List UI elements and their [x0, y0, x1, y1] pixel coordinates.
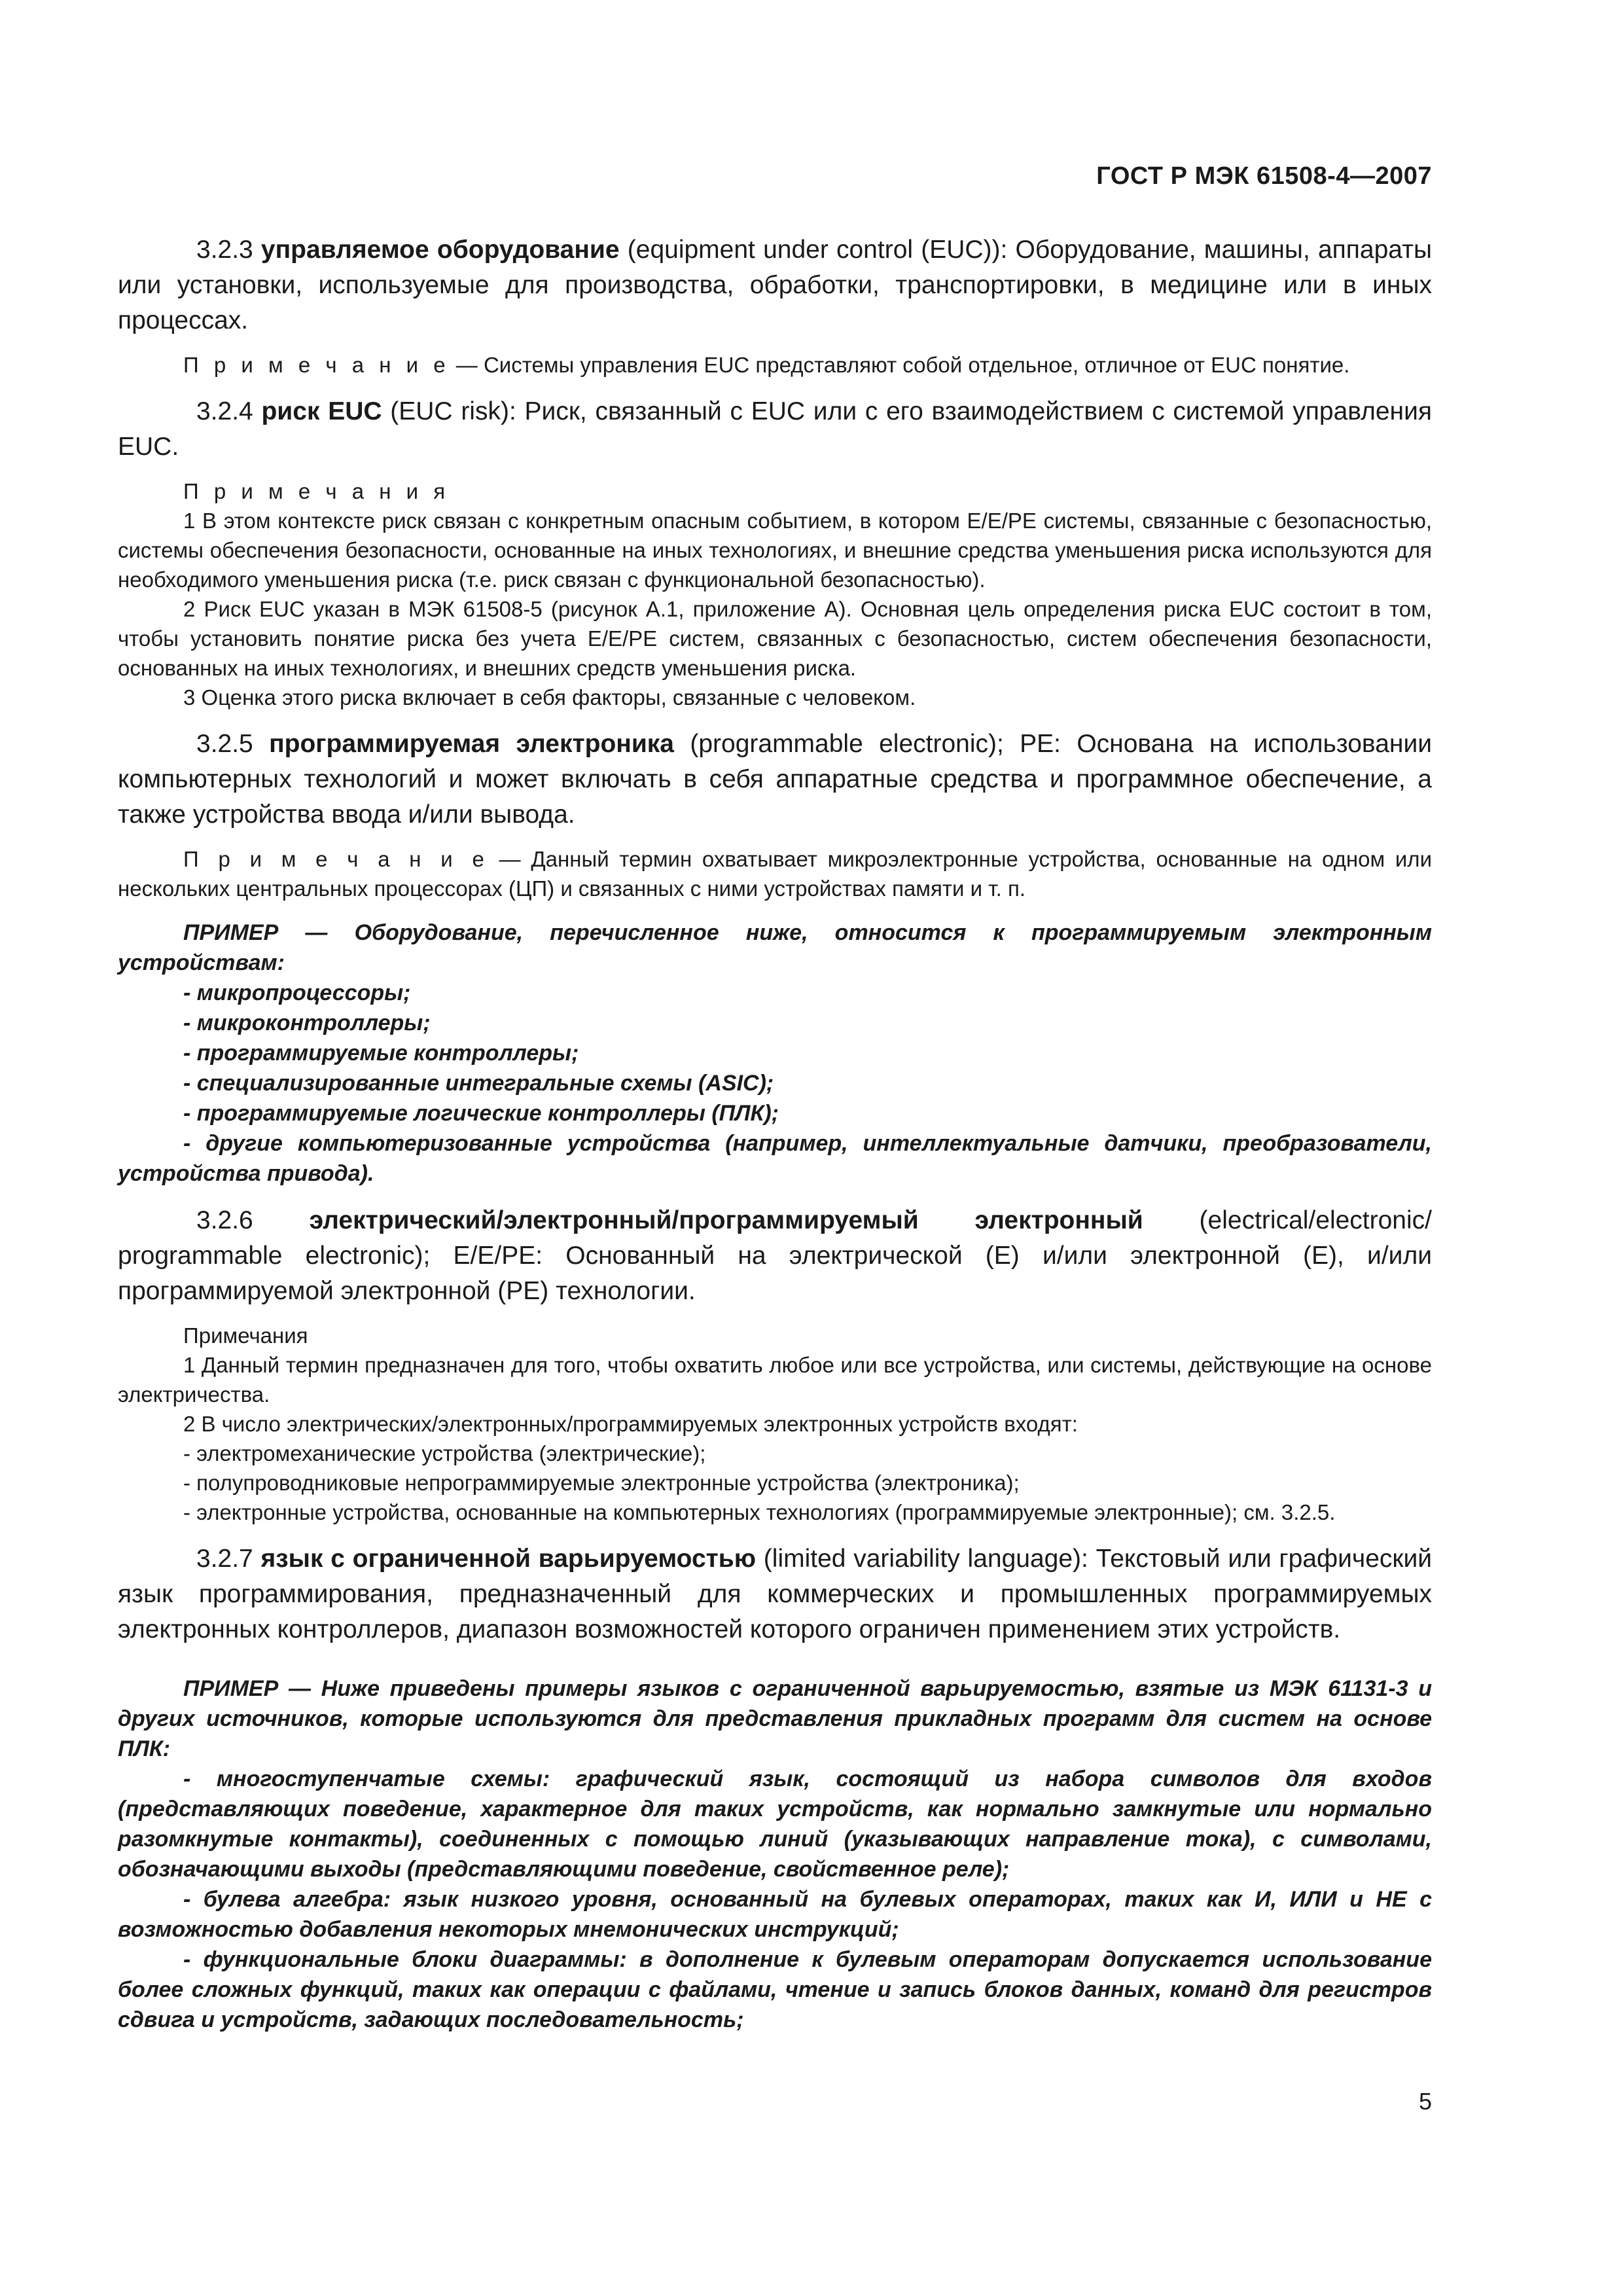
term-name: риск EUC — [261, 397, 382, 425]
note-item-3: 3 Оценка этого риска включает в себя факторы, связанные с человеком. — [183, 685, 916, 709]
term-definition: (equipment under control (EUC)): Оборудование, машины, аппараты или установки, используемые для производства, обработки, транспортировки, в медицине или в иных процессах. — [118, 236, 1432, 334]
example-item: - программируемые логические контроллеры (ПЛК); — [183, 1101, 779, 1126]
example-intro: ПРИМЕР — Оборудование, перечисленное ниже, относится к программируемым электронным устройствам: — [118, 920, 1432, 975]
note-text: — Данный термин охватывает микроэлектронные устройства, основанные на одном или нескольких центральных процессорах (ЦП) и связанных с ними устройствах памяти и т. п. — [118, 847, 1432, 901]
note-list-item: - полупроводниковые непрограммируемые электронные устройства (электроника); — [183, 1471, 1020, 1495]
term-name: управляемое оборудование — [260, 236, 620, 264]
example-item: - специализированные интегральные схемы (ASIC); — [183, 1071, 774, 1096]
term-definition: (EUC risk): Риск, связанный с EUC или с его взаимодействием с системой управления EUC. — [118, 397, 1433, 461]
term-name: язык с ограниченной варьируемостью — [260, 1545, 757, 1573]
note-3-2-3 — [118, 350, 1432, 380]
note-item-2: 2 В число электрических/электронных/программируемых электронных устройств входят: — [183, 1412, 1078, 1436]
note-label: П р и м е ч а н и е — [183, 353, 450, 377]
note-item-2: 2 Риск EUC указан в МЭК 61508-5 (рисунок А.1, приложение А). Основная цель определения риска EUC состоит в том, чтобы установить понятие риска без учета E/E/PE систем, связанных с безопасностью, систем обеспечения безопасности, основанных на иных технологиях, и внешних средств уменьшения риска. — [118, 597, 1432, 680]
term-number: 3.2.7 — [196, 1545, 261, 1573]
example-item: - микроконтроллеры; — [183, 1011, 431, 1035]
note-item-1: 1 В этом контексте риск связан с конкретным опасным событием, в котором E/E/PE системы, связанные с безопасностью, системы обеспечения безопасности, основанные на иных технологиях, и внешние средства уменьшения риска используются для необходимого уменьшения риска (т.е. риск связан с функциональной безопасностью). — [118, 509, 1432, 592]
example-item: - многоступенчатые схемы: графический язык, состоящий из набора символов для входов (представляющих поведение, характерное для таких устройств, как нормально замкнутые или нормально разомкнутые контакты), соединенных с помощью линий (указывающих направление тока), с символами, обозначающими выходы (представляющими поведение, свойственное реле); — [118, 1767, 1432, 1882]
notes-label: П р и м е ч а н и я — [183, 479, 450, 503]
example-item: - микропроцессоры; — [183, 980, 411, 1005]
example-intro: ПРИМЕР — Ниже приведены примеры языков с ограниченной варьируемостью, взятые из МЭК 61131-3 и других источников, которые используются для представления прикладных программ для систем на основе ПЛК: — [118, 1676, 1432, 1761]
page-number: 5 — [1418, 2088, 1432, 2115]
term-number: 3.2.4 — [196, 397, 262, 425]
note-list-item: - электромеханические устройства (электрические); — [183, 1441, 706, 1465]
term-3-2-6 — [118, 1203, 1432, 1309]
note-label: П р и м е ч а н и е — [183, 847, 489, 871]
term-3-2-5 — [118, 726, 1432, 833]
term-definition: (programmable electronic); PE: Основана на использовании компьютерных технологий и может включать в себя аппаратные средства и программное обеспечение, а также устройства ввода и/или вывода. — [118, 730, 1433, 829]
term-number: 3.2.3 — [196, 236, 261, 264]
term-definition: (limited variability language): Текстовый или графический язык программирования, предназначенный для коммерческих и промышленных программируемых электронных контроллеров, диапазон возможностей которого ограничен применением этих устройств. — [118, 1545, 1433, 1643]
example-item: - булева алгебра: язык низкого уровня, основанный на булевых операторах, таких как И, ИЛИ и НЕ с возможностью добавления некоторых мнемонических инструкций; — [118, 1887, 1432, 1942]
note-list-item: - электронные устройства, основанные на компьютерных технологиях (программируемые электронные); см. 3.2.5. — [183, 1500, 1336, 1524]
document-body — [118, 232, 1432, 2035]
term-3-2-4 — [118, 394, 1432, 465]
notes-label: Примечания — [183, 1323, 308, 1348]
term-3-2-3 — [118, 232, 1432, 338]
example-item: - программируемые контроллеры; — [183, 1041, 579, 1066]
term-definition: (electrical/electronic/ programmable electronic); E/E/PE: Основанный на электрической (E) и/или электронной (E), и/или программируемой электронной (PE) технологии. — [118, 1206, 1432, 1305]
document-page — [118, 0, 1432, 2296]
document-header: ГОСТ Р МЭК 61508-4—2007 — [1096, 162, 1432, 190]
example-item: - функциональные блоки диаграммы: в дополнение к булевым операторам допускается использование более сложных функций, таких как операции с файлами, чтение и запись блоков данных, команд для регистров сдвига и устройств, задающих последовательность; — [118, 1947, 1432, 2032]
term-number: 3.2.6 — [196, 1206, 310, 1234]
term-3-2-7 — [118, 1541, 1432, 1647]
term-name: электрический/электронный/программируемый электронный — [309, 1206, 1143, 1234]
example-item: - другие компьютеризованные устройства (например, интеллектуальные датчики, преобразователи, устройства привода). — [118, 1131, 1432, 1186]
note-3-2-5 — [118, 844, 1432, 903]
note-text: — Системы управления EUC представляют собой отдельное, отличное от EUC понятие. — [450, 353, 1350, 377]
term-name: программируемая электроника — [269, 730, 675, 758]
note-item-1: 1 Данный термин предназначен для того, чтобы охватить любое или все устройства, или системы, действующие на основе электричества. — [118, 1353, 1432, 1407]
term-number: 3.2.5 — [196, 730, 270, 758]
